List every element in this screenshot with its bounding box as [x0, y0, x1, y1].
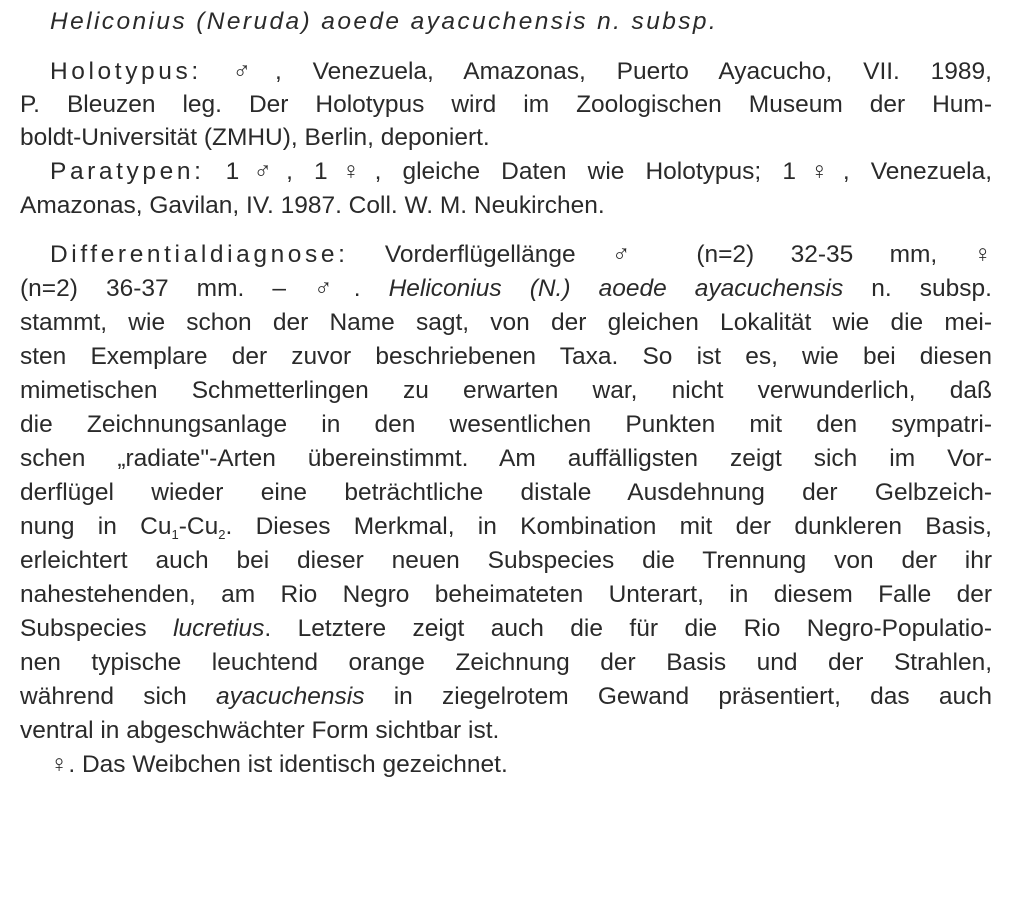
diagnosis-line-11: nahestehenden, am Rio Negro beheimateten Unterart, in diesem Falle der: [20, 581, 992, 608]
diagnosis-line-8: derflügel wieder eine beträchtliche distale Ausdehnung der Gelbzeich-: [20, 479, 992, 506]
paratypes-line-2: Amazonas, Gavilan, IV. 1987. Coll. W. M. Neukirchen.: [20, 192, 605, 219]
diagnosis-line-5: mimetischen Schmetterlingen zu erwarten war, nicht verwunderlich, daß: [20, 377, 992, 404]
diagnosis-line-9: nung in $Cu_1-Cu_2$. Dieses Merkmal, in Kombination mit der dunkleren Basis,: [20, 513, 992, 542]
diagnosis-line-10: erleichtert auch bei dieser neuen Subspecies die Trennung von der ihr: [20, 547, 992, 574]
diagnosis-line-3: stammt, wie schon der Name sagt, von der gleichen Lokalität wie die mei-: [20, 309, 992, 336]
diagnosis-line-13: nen typische leuchtend orange Zeichnung der Basis und der Strahlen,: [20, 649, 992, 676]
subscript-2: 2: [218, 527, 226, 542]
holotype-line-3: boldt-Universität (ZMHU), Berlin, deponiert.: [20, 124, 490, 151]
diagnosis-label: Differentialdiagnose:: [50, 241, 349, 268]
holotype-label: Holotypus:: [50, 58, 202, 85]
diagnosis-line-14: während sich ayacuchensis in ziegelrotem Gewand präsentiert, das auch: [20, 683, 992, 710]
diagnosis-line-2: (n=2) 36-37 mm. – ♂. Heliconius (N.) aoede ayacuchensis n. subsp.: [20, 275, 992, 302]
paratypes-line-1: Paratypen: 1♂, 1♀, gleiche Daten wie Holotypus; 1♀, Venezuela,: [50, 158, 992, 185]
paratypes-label: Paratypen:: [50, 158, 205, 185]
species-title: Heliconius (Neruda) aoede ayacuchensis n. subsp.: [50, 8, 719, 35]
diagnosis-line-15: ventral in abgeschwächter Form sichtbar ist.: [20, 717, 500, 744]
subscript-1: 1: [171, 527, 179, 542]
lucretius-italic: lucretius: [173, 615, 265, 642]
diagnosis-line-12: Subspecies lucretius. Letztere zeigt auch die für die Rio Negro-Populatio-: [20, 615, 992, 642]
ayacuchensis-italic: ayacuchensis: [216, 683, 365, 710]
species-name-italic: Heliconius (N.) aoede ayacuchensis: [388, 275, 844, 302]
holotype-line-1: Holotypus: ♂, Venezuela, Amazonas, Puerto Ayacucho, VII. 1989,: [50, 58, 992, 85]
holotype-line-2: P. Bleuzen leg. Der Holotypus wird im Zoologischen Museum der Hum-: [20, 91, 992, 118]
female-note: ♀. Das Weibchen ist identisch gezeichnet.: [50, 751, 508, 778]
diagnosis-line-4: sten Exemplare der zuvor beschriebenen Taxa. So ist es, wie bei diesen: [20, 343, 992, 370]
diagnosis-line-1: Differentialdiagnose: Vorderflügellänge ♂ (n=2) 32-35 mm, ♀: [50, 241, 992, 268]
diagnosis-line-7: schen „radiate"-Arten übereinstimmt. Am auffälligsten zeigt sich im Vor-: [20, 445, 992, 472]
diagnosis-line-6: die Zeichnungsanlage in den wesentlichen Punkten mit den sympatri-: [20, 411, 992, 438]
